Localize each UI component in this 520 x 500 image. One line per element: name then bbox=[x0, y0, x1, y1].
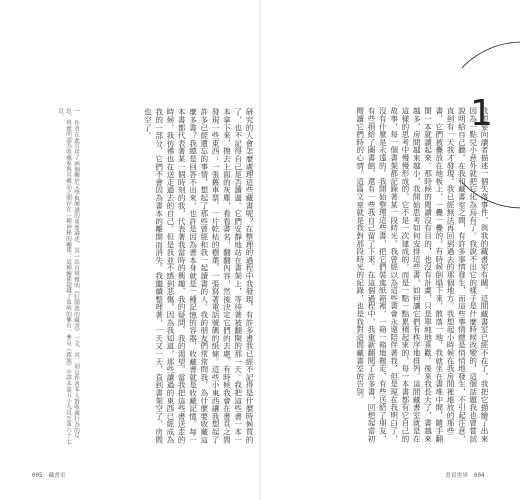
left-page-body-text: 研究的人會怎麼處理這些藏書呢？在整理的過程中我發現，有許多書我已經不記得是什麼時候買的了，也不記得自己是否讀過。它們安靜地站在書架上，等待著被翻開的那一天。我把這些書一本一本拿下來，擦去上面的灰塵，看看書名，翻翻內容，然後決定它們的去處。有時候我會在書頁之間發現一些東西：一張舊車票、一片乾枯的樹葉、一張寫著電話號碼的紙條。這些小東西讓我想起了許多已經遺忘的事情，想起了那些曾經和我一起讀書的人。我的朋友們常常問我，為什麼要收藏這麼多書？我總是回答不出來。也許是因為書本身就是一種記憶的容器，收藏書就是收藏記憶。每一本書都代表著某一個時刻的我，代表著我當時的興趣、我的疑問、我的渴望。當我把這些書送走的時候，我彷彿也在送走過去的自己。但是我並不感到悲傷，因為我知道，那些讀過的東西已經成為我的一部分，它們不會因為書本的離開而消失。我繼續整理著，一天又一天，直到書架空了，房間也空了。 bbox=[143, 108, 254, 444]
right-page-body-text: 我想要向讀者描述一個失落事件，與我的藏書室有關。這間藏書室已經不在了，我把它描繪了出來因為一點兒小意外就把它化為烏有了。我說不出它的樣子是什麼時候改變的，這個話題我也曾嘗試說明給自己聽。在我和藏書室之間，有許多事情發生，而這些事情總是悄悄地發生，不引起注意，直到有一天我才發現，我已經無法再回到過去的那個地方。我想起小時候在我房間裡堆放的那些書，它們被疊放在地板上，一疊一疊的，有時候倒塌下來，散落一地，我就坐在書堆中間，隨手翻開一本就讀起來。那時候的閱讀沒有目的，也沒有計畫，只是單純地喜歡。後來我長大了，書越來越多，房間越來越小，我開始思考如何安排這些書，如何讓它們有秩序地排列。這間藏書室就是在這樣的思考中慢慢形成的。它不是一次建成的，而是一點一點累積起來的，每一本書都有它自己的故事，每一個書架都記錄著某一段時光。我曾經以為這些書會永遠陪伴著我，但是現在我明白了，沒有什麼是永遠的。我開始整理這些書，把它們裝進紙箱裡，一箱一箱地搬走，有些送給了朋友，有些捐給了圖書館，還有一些我自己留了下來。在這個過程中，我重新翻閱了許多書，回想起當初閱讀它們時的心情。這篇文章就是我對那段時光的紀錄，也是我對這間藏書室的告別。 bbox=[355, 107, 489, 443]
footnote-text: 一 作者在此引用了兩個關於文學與閱讀的重要論述，其一出自班雅明《打開我的藏書》一文，其二則是作者本人對收藏行為的反思。班雅明認為收藏家與其藏品之間存在一種神秘的關係，這種關係超越了單純的擁有。參見《啟迪》中譯本第五十九頁至第六十七頁。 bbox=[57, 108, 79, 445]
running-title-left: 藏書室 bbox=[48, 473, 66, 479]
footer-left bbox=[32, 470, 70, 479]
page-number-left: 005 bbox=[32, 473, 43, 479]
running-title-right: 書頁世界 bbox=[445, 473, 469, 479]
book-gutter bbox=[259, 0, 261, 500]
footer-right bbox=[445, 470, 489, 479]
chapter-number: 1 bbox=[470, 93, 493, 134]
page-number-right: 004 bbox=[474, 473, 485, 479]
